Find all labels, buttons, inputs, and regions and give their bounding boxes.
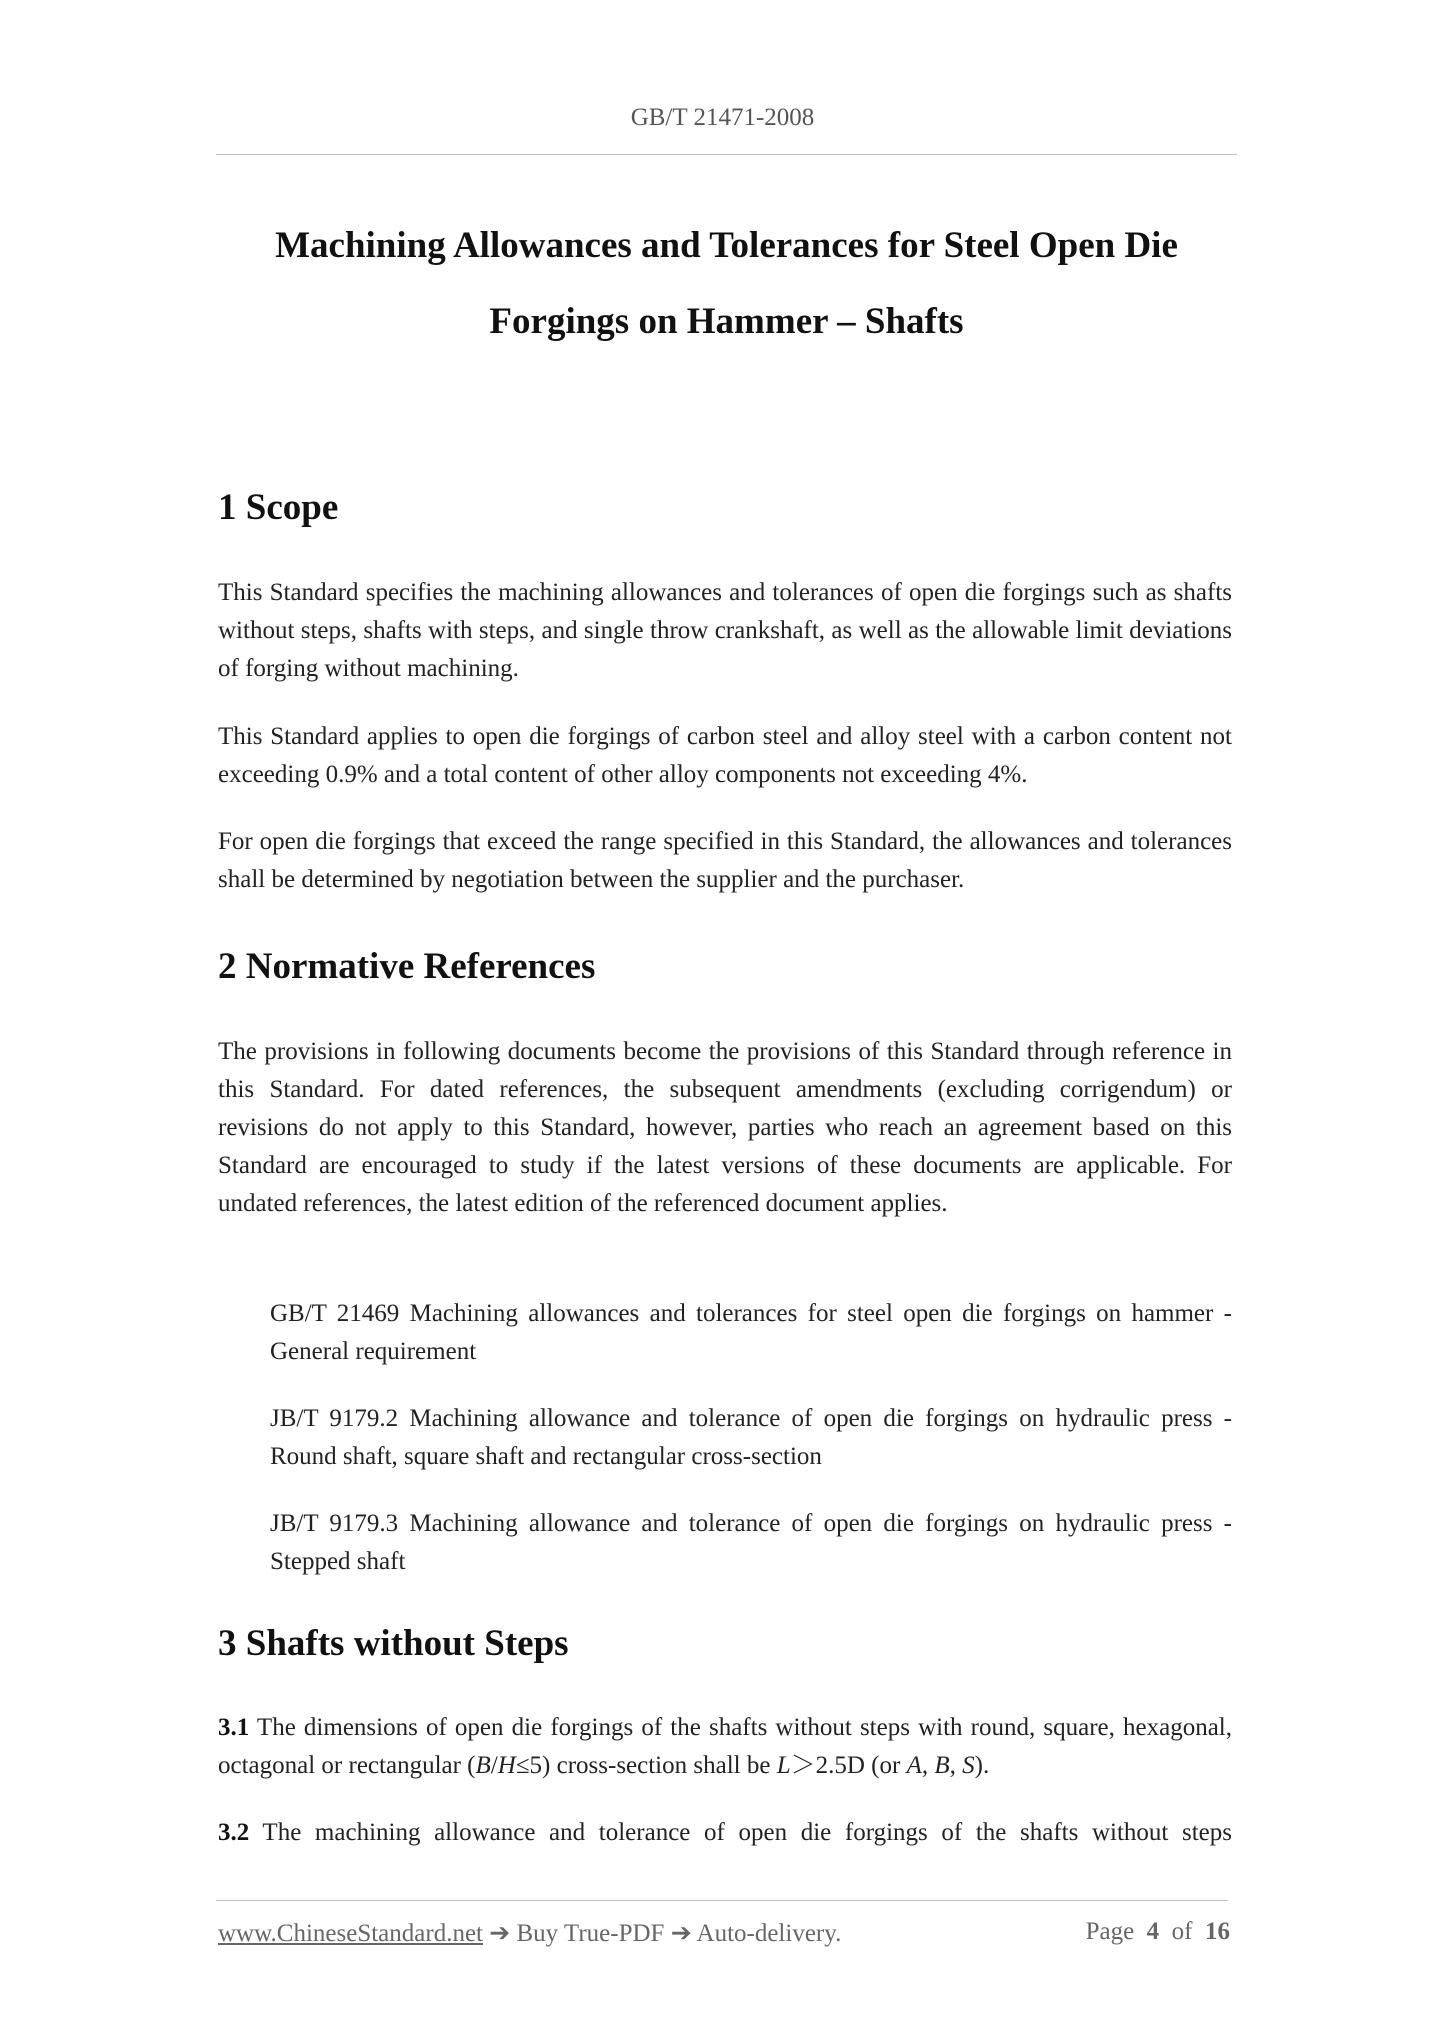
scope-paragraph-2: This Standard applies to open die forgings of carbon steel and alloy steel with a carbon content not exceeding 0.9% and a total content of other alloy components not exceeding 4%. [218,723,1232,788]
title-line-2: Forgings on Hammer – Shafts [489,301,964,342]
scope-paragraph-1: This Standard specifies the machining allowances and tolerances of open die forgings such as shafts without steps, shafts with steps, and single throw crankshaft, as well as the allowable limit deviations of forging without machining. [218,579,1232,682]
length-condition: ＞2.5D (or [790,1752,907,1779]
document-title [216,208,1237,360]
clause-3-1-end: ). [974,1752,990,1779]
separator: , [921,1752,935,1779]
website-link[interactable]: www.ChineseStandard.net [218,1920,483,1947]
reference-item-gbt-21469: GB/T 21469 Machining allowances and tolerances for steel open die forgings on hammer - General requirement [270,1300,1232,1365]
document-code-header: GB/T 21471-2008 [630,104,815,131]
slash: / [490,1752,498,1779]
clause-3-1-number: 3.1 [218,1714,250,1741]
var-a: A [906,1752,922,1779]
header-divider [216,154,1237,155]
auto-delivery-text: Auto-delivery. [696,1920,842,1947]
condition-text: ≤5) cross-section shall be [515,1752,777,1779]
current-page: 4 [1146,1918,1160,1945]
scope-paragraph-3: For open die forgings that exceed the range specified in this Standard, the allowances and tolerances shall be determined by negotiation between the supplier and the purchaser. [218,828,1232,893]
section-2-heading: 2 Normative References [218,946,596,987]
references-intro-paragraph: The provisions in following documents become the provisions of this Standard through reference in this Standard. For dated references, the subsequent amendments (excluding corrigendum) or revisions do not apply to this Standard, however, parties who reach an agreement based on this Standard are encouraged to study if the latest versions of these documents are applicable. For undated references, the latest edition of the referenced document applies. [218,1038,1232,1217]
of-label: of [1171,1918,1193,1945]
buy-true-pdf-text: Buy True-PDF [516,1920,665,1947]
footer-promo [218,1918,841,1948]
clause-3-2-number: 3.2 [218,1819,250,1846]
var-h: H [497,1752,516,1779]
reference-item-jbt-9179-3: JB/T 9179.3 Machining allowance and tolerance of open die forgings on hydraulic press - Stepped shaft [270,1510,1232,1575]
var-l: L [776,1752,791,1779]
reference-item-jbt-9179-2: JB/T 9179.2 Machining allowance and tolerance of open die forgings on hydraulic press - Round shaft, square shaft and rectangular cross-section [270,1405,1232,1470]
arrow-right-icon: ➔ [483,1920,517,1947]
var-b-2: B [934,1752,950,1779]
section-3-heading: 3 Shafts without Steps [218,1623,569,1664]
page-number [1086,1918,1230,1946]
separator: , [949,1752,963,1779]
section-1-heading: 1 Scope [218,487,339,528]
arrow-right-icon: ➔ [664,1920,697,1947]
var-b: B [475,1752,491,1779]
page-footer [218,1918,1230,1958]
clause-3-2-text: The machining allowance and tolerance of open die forgings of the shafts without steps [249,1819,1232,1846]
total-pages: 16 [1205,1918,1230,1945]
clause-3-2 [218,1814,1232,1852]
page-label: Page [1085,1918,1135,1945]
clause-3-1 [218,1709,1232,1785]
footer-divider [216,1900,1228,1901]
clause-3-1-text: The dimensions of open die forgings of the shafts without steps with round, square, hexagonal, octagonal or rectangular ( [218,1714,1232,1779]
var-s: S [962,1752,975,1779]
title-line-1: Machining Allowances and Tolerances for Steel Open Die [275,225,1178,266]
